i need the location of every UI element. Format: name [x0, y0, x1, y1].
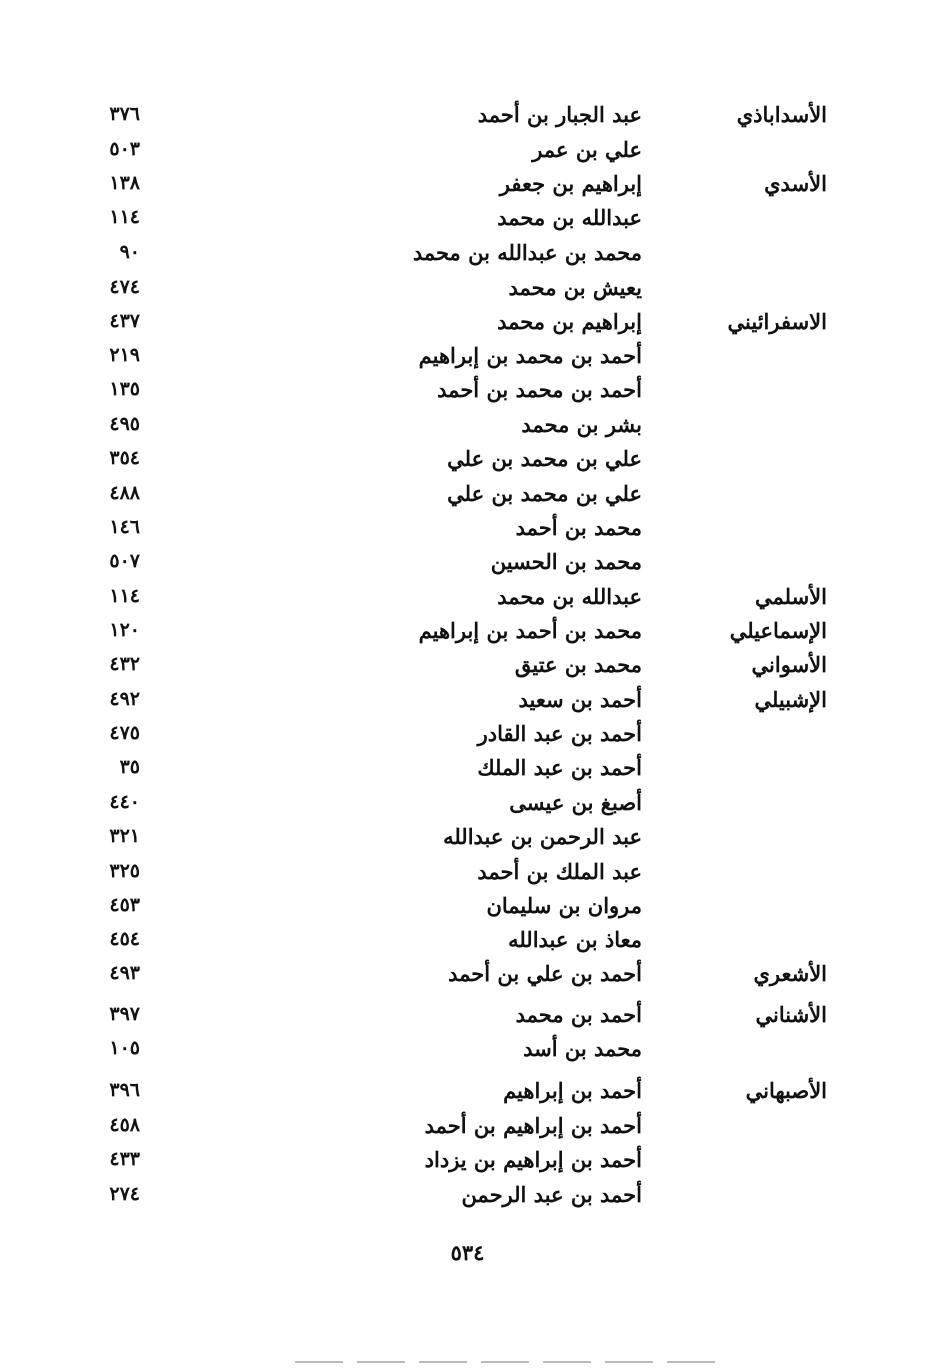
index-entry [0, 343, 935, 377]
index-entry [0, 1182, 935, 1216]
page-reference: ٤٩٢ [109, 688, 140, 710]
person-name: بشر بن محمد [521, 412, 642, 437]
page-reference: ٣٢١ [109, 825, 140, 847]
index-entry [0, 1147, 935, 1181]
person-name: أحمد بن إبراهيم [503, 1078, 642, 1103]
person-name: أحمد بن محمد بن أحمد [437, 377, 642, 402]
index-entry [0, 205, 935, 239]
person-name: علي بن محمد بن علي [447, 481, 642, 506]
nisba-heading: الأصبهاني [745, 1078, 827, 1103]
person-name: إبراهيم بن جعفر [499, 171, 642, 196]
person-name: أحمد بن إبراهيم بن يزداد [424, 1147, 642, 1172]
nisba-heading: الأشعري [753, 961, 827, 986]
person-name: أحمد بن عبد الملك [477, 755, 642, 780]
index-entry [0, 137, 935, 171]
nisba-heading: الأسلمي [754, 584, 827, 609]
person-name: إبراهيم بن محمد [497, 309, 642, 334]
nisba-heading: الأسداباذي [736, 102, 827, 127]
person-name: محمد بن عتيق [514, 652, 642, 677]
page-reference: ٣٩٧ [109, 1003, 140, 1025]
person-name: أحمد بن إبراهيم بن أحمد [424, 1113, 642, 1138]
person-name: عبد الرحمن بن عبدالله [443, 824, 642, 849]
page-reference: ١١٤ [109, 206, 140, 228]
person-name: مروان بن سليمان [486, 893, 642, 918]
person-name: أصبغ بن عيسى [509, 790, 642, 815]
nisba-heading: الأسدي [764, 171, 827, 196]
index-entry [0, 687, 935, 721]
person-name: أحمد بن علي بن أحمد [448, 961, 642, 986]
person-name: أحمد بن عبد الرحمن [461, 1182, 642, 1207]
bottom-edge-marks [295, 1361, 715, 1363]
page-reference: ٣٥ [119, 756, 140, 778]
index-entry [0, 1078, 935, 1112]
nisba-heading: الإسماعيلي [729, 618, 827, 643]
index-entry [0, 652, 935, 686]
index-entry [0, 755, 935, 789]
page-reference: ١٢٠ [109, 619, 140, 641]
page-reference: ٣٧٦ [109, 103, 140, 125]
index-entry [0, 824, 935, 858]
index-entry [0, 1036, 935, 1070]
person-name: محمد بن عبدالله بن محمد [412, 240, 642, 265]
person-name: محمد بن الحسين [490, 549, 642, 574]
person-name: محمد بن أحمد بن إبراهيم [418, 618, 642, 643]
person-name: علي بن محمد بن علي [447, 446, 642, 471]
index-entry [0, 377, 935, 411]
index-entry [0, 618, 935, 652]
page-reference: ٣٩٦ [109, 1079, 140, 1101]
page-reference: ٣٥٤ [109, 447, 140, 469]
index-entry [0, 412, 935, 446]
person-name: أحمد بن سعيد [518, 687, 642, 712]
page-reference: ٤٩٥ [109, 413, 140, 435]
index-entry [0, 446, 935, 480]
person-name: محمد بن أحمد [515, 515, 642, 540]
nisba-heading: الأشناني [755, 1002, 827, 1027]
nisba-heading: الاسفرائيني [727, 309, 827, 334]
page-reference: ٥٠٧ [109, 550, 140, 572]
index-entry [0, 240, 935, 274]
person-name: عبد الملك بن أحمد [477, 859, 642, 884]
page-reference: ٤٣٢ [109, 653, 140, 675]
page-reference: ٤٧٥ [109, 722, 140, 744]
page-reference: ٤٣٣ [109, 1148, 140, 1170]
page-reference: ٤٨٨ [109, 482, 140, 504]
index-entry [0, 584, 935, 618]
person-name: عبدالله بن محمد [497, 205, 642, 230]
index-entry [0, 961, 935, 995]
page-reference: ٤٩٣ [109, 962, 140, 984]
person-name: عبد الجبار بن أحمد [477, 102, 642, 127]
page-reference: ١١٤ [109, 585, 140, 607]
page-reference: ٢١٩ [109, 344, 140, 366]
person-name: محمد بن أسد [523, 1036, 642, 1061]
page-reference: ١٣٨ [109, 172, 140, 194]
index-entry [0, 309, 935, 343]
index-entry [0, 549, 935, 583]
index-entry [0, 893, 935, 927]
index-entry [0, 275, 935, 309]
index-entry [0, 859, 935, 893]
page-reference: ٩٠ [119, 241, 140, 263]
page-reference: ١٣٥ [109, 378, 140, 400]
page-reference: ١٠٥ [109, 1037, 140, 1059]
index-entry [0, 481, 935, 515]
page-number: ٥٣٤ [450, 1240, 485, 1265]
page-reference: ٤٣٧ [109, 310, 140, 332]
index-entry [0, 1002, 935, 1036]
page-reference: ٢٧٤ [109, 1183, 140, 1205]
index-entry [0, 790, 935, 824]
page-reference: ٤٤٠ [109, 791, 140, 813]
person-name: يعيش بن محمد [508, 275, 642, 300]
person-name: أحمد بن محمد [515, 1002, 642, 1027]
nisba-heading: الإشبيلي [754, 687, 827, 712]
person-name: أحمد بن محمد بن إبراهيم [418, 343, 642, 368]
page-reference: ٣٢٥ [109, 860, 140, 882]
index-entry [0, 102, 935, 136]
index-entry [0, 721, 935, 755]
nisba-heading: الأسواني [751, 652, 827, 677]
page-reference: ٤٥٤ [109, 928, 140, 950]
person-name: معاذ بن عبدالله [508, 927, 642, 952]
person-name: عبدالله بن محمد [497, 584, 642, 609]
index-entry [0, 515, 935, 549]
index-entry [0, 927, 935, 961]
page-reference: ٤٧٤ [109, 276, 140, 298]
person-name: أحمد بن عبد القادر [477, 721, 642, 746]
person-name: علي بن عمر [532, 137, 642, 162]
page-reference: ٤٥٨ [109, 1114, 140, 1136]
index-entry [0, 1113, 935, 1147]
page-reference: ١٤٦ [109, 516, 140, 538]
page-reference: ٥٠٣ [109, 138, 140, 160]
page-reference: ٤٥٣ [109, 894, 140, 916]
index-entry [0, 171, 935, 205]
